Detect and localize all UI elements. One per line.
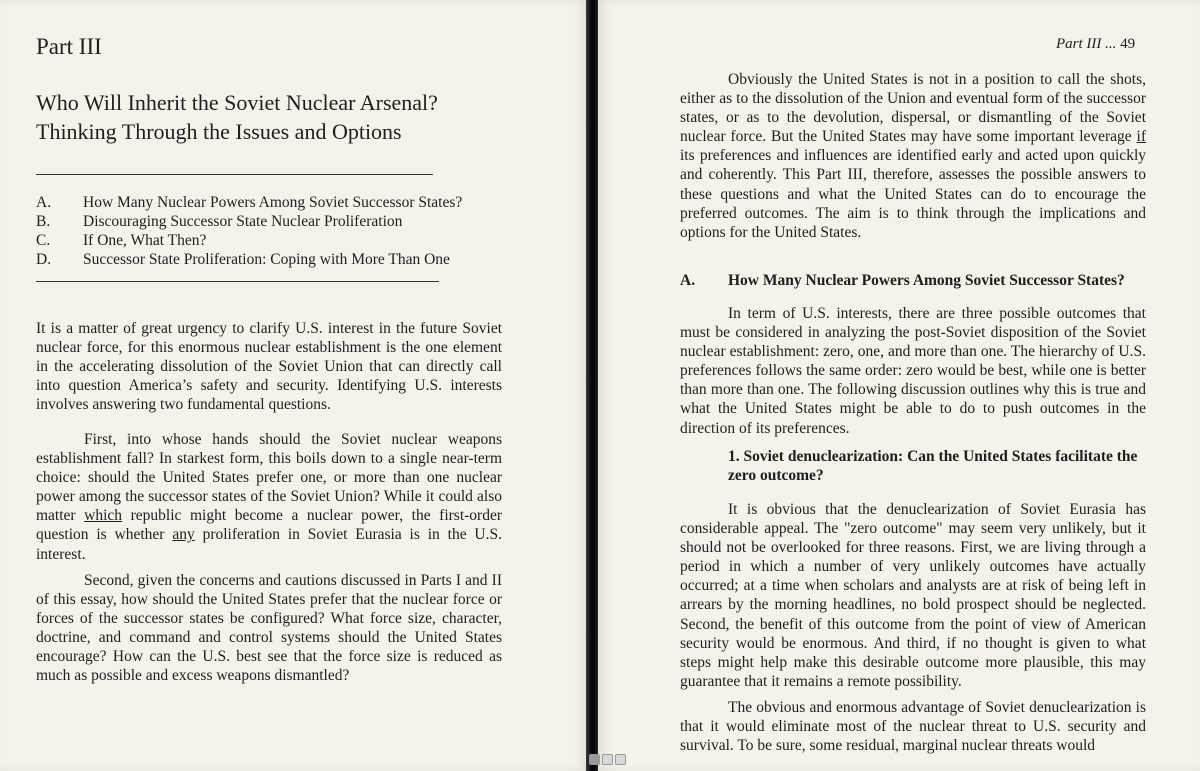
page-indicator[interactable] — [589, 754, 626, 765]
subsection-1-heading: 1. Soviet denuclearization: Can the United States facilitate the zero outcome? — [728, 448, 1138, 484]
paragraph-intro: It is a matter of great urgency to clarify U.S. interest in the future Soviet nuclear force, for this enormous nuclear establishment is the one element in the accelerating dissolution of the Soviet Union that can directly call into question America’s safety and security. Identifying U.S. interests involves answering two fundamental questions. — [36, 320, 502, 414]
chapter-title — [36, 88, 556, 146]
chapter-title-line-2: Thinking Through the Issues and Options — [36, 119, 402, 144]
paragraph-overview: Obviously the United States is not in a position to call the shots, either as to the dissolution of the Union and eventual form of the successor states, or as to the devolution, dispersal, or dismantling of the Soviet nuclear force. But the United States may have some important leverage if its preferences and influences are identified early and acted upon quickly and coherently. This Part III, therefore, assesses the possible answers to these questions and what the United States can do to encourage the preferred outcomes. The aim is to think through the implications and options for the United States. — [680, 71, 1146, 241]
toc-item: A. How Many Nuclear Powers Among Soviet Successor States? — [36, 194, 463, 211]
table-of-contents — [36, 193, 462, 269]
section-a-heading: A. How Many Nuclear Powers Among Soviet Successor States? — [680, 272, 1125, 289]
toc-item: B. Discouraging Successor State Nuclear Proliferation — [36, 213, 403, 230]
right-page — [598, 0, 1200, 771]
running-header: Part III ... 49 — [1056, 36, 1136, 52]
part-label: Part III — [36, 34, 102, 59]
toc-item: D. Successor State Proliferation: Coping with More Than One — [36, 251, 450, 268]
page-dot-icon[interactable] — [589, 754, 600, 765]
paragraph-outcomes: In term of U.S. interests, there are three possible outcomes that must be considered in analyzing the post-Soviet disposition of the Soviet nuclear establishment: zero, one, and more than one. The hierarchy of U.S. preferences follows the same order: zero would be best, while one is better than more than one. The following discussion outlines why this is true and what the United States might be able to do to push outcomes in the direction of its preferences. — [680, 305, 1146, 437]
paragraph-denuclearization: It is obvious that the denuclearization of Soviet Eurasia has considerable appeal. The "zero outcome" may seem very unlikely, but it should not be overlooked for three reasons. First, we are living through a period in which a number of very unlikely outcomes have actually occurred; at a time when scholars and analysts are at risk of being left in arrears by the morning headlines, no bold prospect should be neglected. Second, the benefit of this outcome from the point of view of American security would be enormous. And third, if no thought is given to what steps might help make this desirable outcome more plausible, this may guarantee that it remains a remote possibility. — [680, 501, 1146, 690]
paragraph-first-question: First, into whose hands should the Soviet nuclear weapons establishment fall? In starkest form, this boils down to a single near-term choice: should the United States prefer one, or more than one nuclear power among the successor states of the Soviet Union? While it could also matter which republic might become a nuclear power, the first-order question is whether any proliferation in Soviet Eurasia is in the U.S. interest. — [36, 431, 502, 563]
divider-rule-top — [36, 174, 433, 175]
page-dot-icon[interactable] — [615, 754, 626, 765]
page-number: 49 — [1120, 36, 1136, 52]
paragraph-second-question: Second, given the concerns and cautions discussed in Parts I and II of this essay, how should the United States prefer that the nuclear force or forces of the successor states be configured? What force size, character, doctrine, and command and control systems should the United States encourage? How can the U.S. best see that the force size is reduced as much as possible and excess weapons dismantled? — [36, 572, 502, 685]
toc-item: C. If One, What Then? — [36, 232, 207, 249]
left-page — [0, 0, 588, 771]
chapter-title-line-1: Who Will Inherit the Soviet Nuclear Arsenal? — [36, 90, 438, 115]
divider-rule-bottom — [36, 281, 439, 282]
paragraph-advantage: The obvious and enormous advantage of Soviet denuclearization is that it would eliminate most of the nuclear threat to U.S. security and survival. To be sure, some residual, marginal nuclear threats would — [680, 699, 1146, 755]
page-dot-icon[interactable] — [602, 754, 613, 765]
